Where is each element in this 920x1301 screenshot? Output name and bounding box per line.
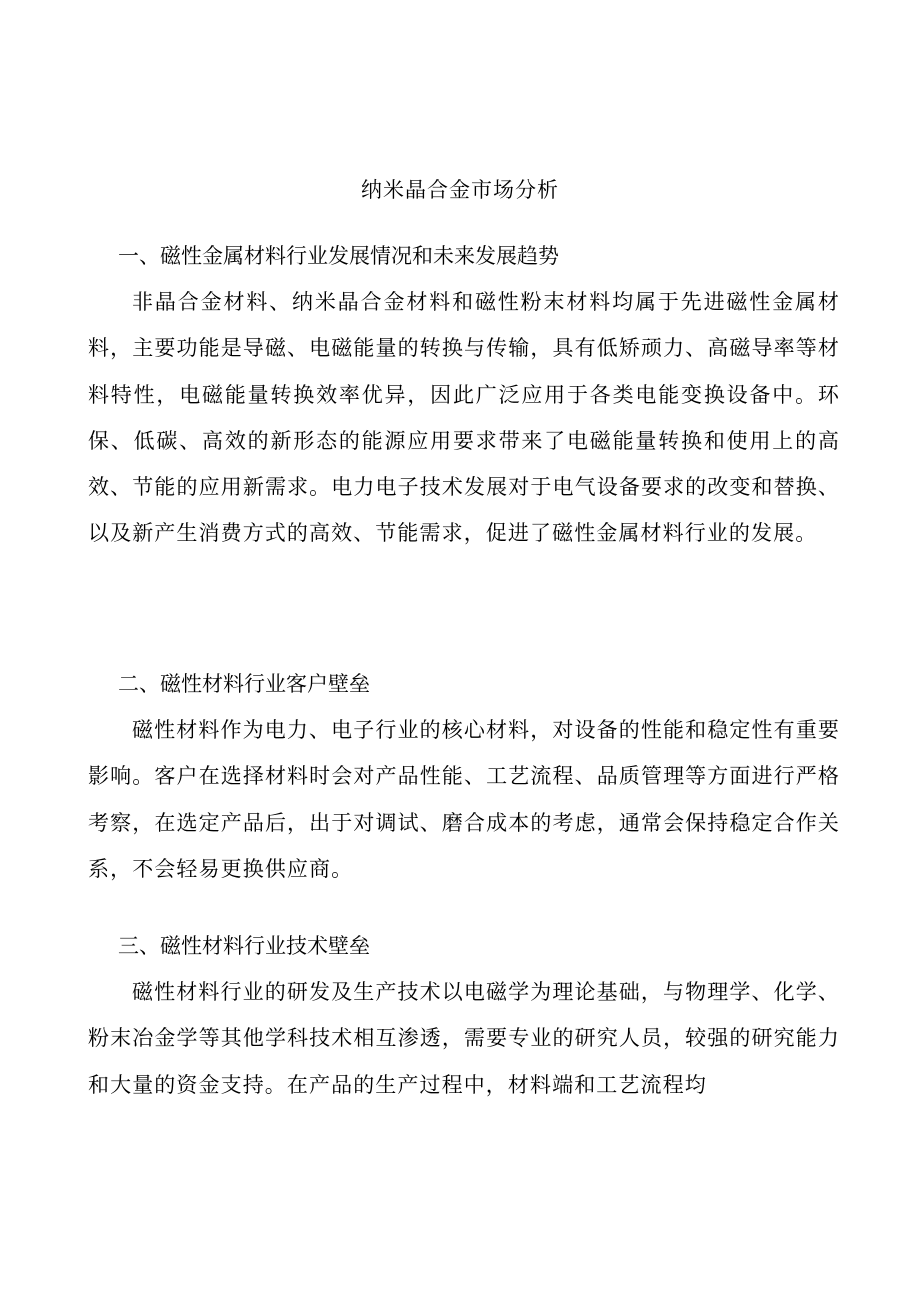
section-heading-2: 二、磁性材料行业客户壁垒 (118, 672, 370, 696)
section-paragraph-2: 磁性材料作为电力、电子行业的核心材料，对设备的性能和稳定性有重要影响。客户在选择材料时会对产品性能、工艺流程、品质管理等方面进行严格考察，在选定产品后，出于对调试、磨合成本的考虑，通常会保持稳定合作关系，不会轻易更换供应商。 (88, 718, 840, 881)
section-heading-1: 一、磁性金属材料行业发展情况和未来发展趋势 (118, 244, 559, 268)
section-paragraph-3: 磁性材料行业的研发及生产技术以电磁学为理论基础，与物理学、化学、粉末冶金学等其他学科技术相互渗透，需要专业的研究人员，较强的研究能力和大量的资金支持。在产品的生产过程中，材料端和工艺流程均 (88, 980, 840, 1097)
section-paragraph-1: 非晶合金材料、纳米晶合金材料和磁性粉末材料均属于先进磁性金属材料，主要功能是导磁、电磁能量的转换与传输，具有低矫顽力、高磁导率等材料特性，电磁能量转换效率优异，因此广泛应用于各类电能变换设备中。环保、低碳、高效的新形态的能源应用要求带来了电磁能量转换和使用上的高效、节能的应用新需求。电力电子技术发展对于电气设备要求的改变和替换、以及新产生消费方式的高效、节能需求，促进了磁性金属材料行业的发展。 (88, 290, 840, 546)
section-heading-3: 三、磁性材料行业技术壁垒 (118, 934, 370, 958)
document-title: 纳米晶合金市场分析 (361, 178, 559, 202)
